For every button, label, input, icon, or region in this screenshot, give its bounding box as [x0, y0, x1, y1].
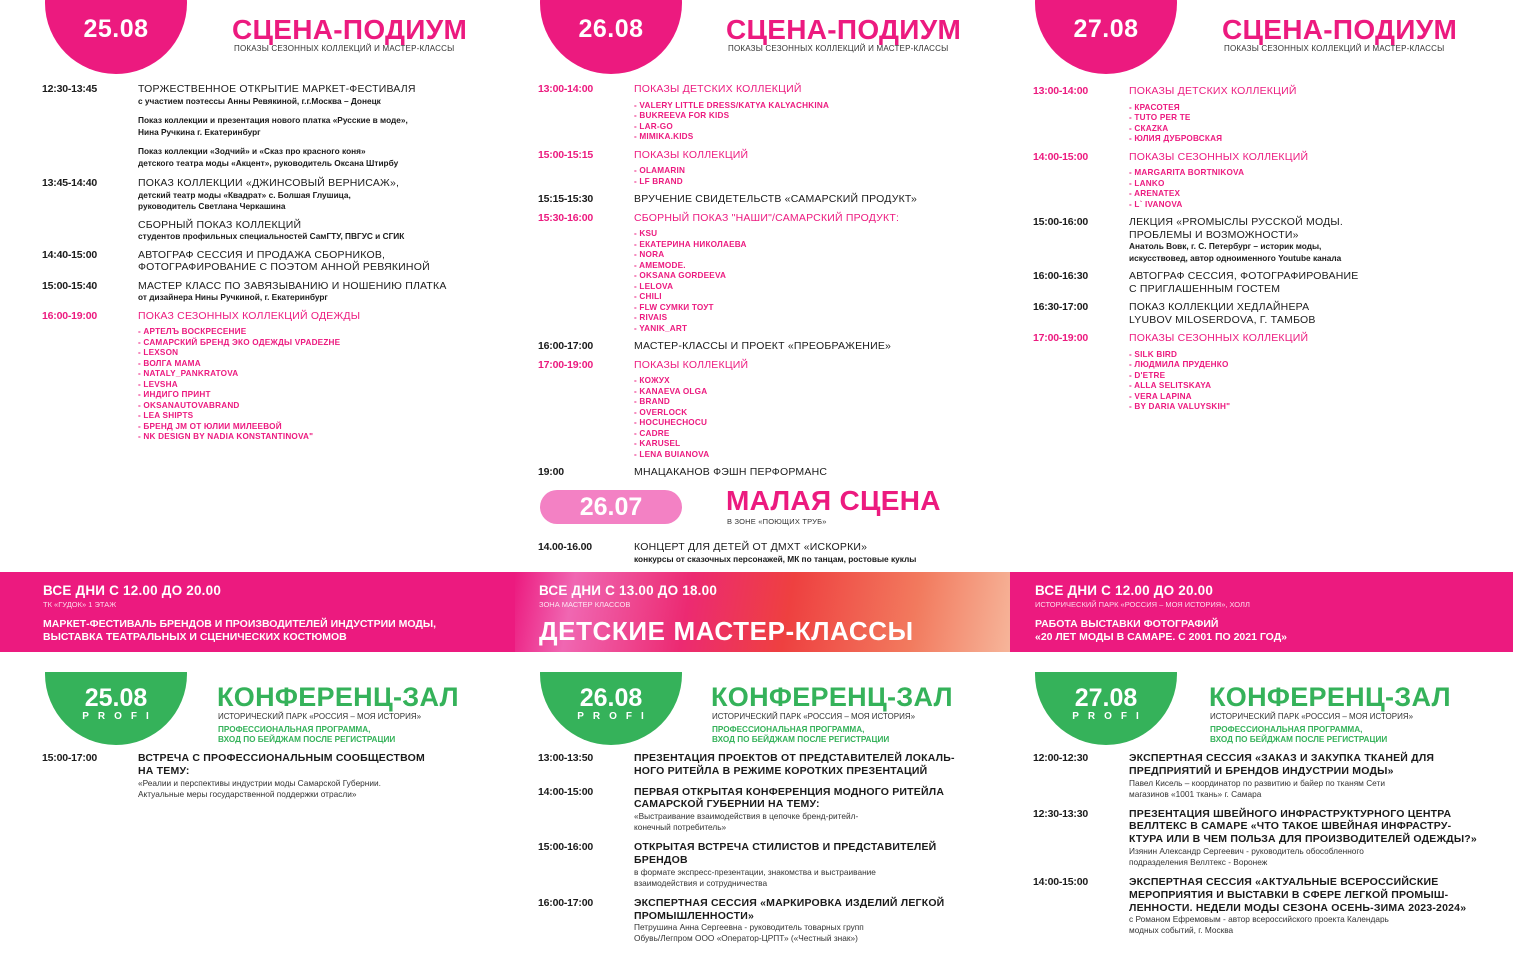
event-note: студентов профильных специальностей СамГТУ, ПВГУС и СГИК	[138, 231, 405, 241]
schedule-event	[42, 219, 517, 243]
conference-date: 27.08	[1074, 684, 1138, 712]
brand-item: - BRAND	[634, 397, 1013, 408]
event-content	[1129, 151, 1508, 211]
brand-item: - КРАСОТЕЯ	[1129, 103, 1508, 114]
brand-item: - NORA	[634, 250, 1013, 261]
event-content	[634, 83, 1013, 143]
schedule-event	[538, 541, 1013, 565]
schedule-event	[42, 280, 517, 304]
event-content	[138, 177, 517, 213]
event-time: 15:00-15:40	[42, 279, 98, 292]
brand-item: - D'ETRE	[1129, 371, 1508, 382]
event-time: 15:00-16:00	[538, 841, 594, 854]
stage-schedule-25.08	[42, 83, 517, 449]
stage-date: 25.08	[83, 15, 149, 43]
schedule-event	[42, 752, 517, 800]
stage-title: СЦЕНА-ПОДИУМ	[1222, 14, 1458, 45]
brand-item: - KARUSEL	[634, 439, 1013, 450]
schedule-event	[538, 786, 1013, 834]
event-title: ПОКАЗЫ КОЛЛЕКЦИЙ	[634, 358, 749, 371]
banner-hours: ВСЕ ДНИ С 12.00 ДО 20.00	[43, 583, 222, 598]
schedule-event	[538, 752, 1013, 778]
event-note: в формате экспресс-презентации, знакомства и выстраивание взаимодействия и сотрудничества	[634, 866, 876, 888]
schedule-event	[42, 146, 517, 169]
conference-venue: ИСТОРИЧЕСКИЙ ПАРК «РОССИЯ – МОЯ ИСТОРИЯ»	[218, 712, 422, 721]
stage-date: 26.08	[578, 15, 644, 43]
event-content	[138, 146, 517, 169]
brand-list	[634, 376, 1013, 460]
event-title: ПРЕЗЕНТАЦИЯ ШВЕЙНОГО ИНФРАСТРУКТУРНОГО ЦЕНТРА ВЕЛЛТЕКС В САМАРЕ «ЧТО ТАКОЕ ШВЕЙНАЯ ИНФРАСТРУ- КТУРА ИЛИ В ЧЕМ ПОЛЬЗА ДЛЯ ПРОИЗВОДИТЕЛЕЙ ОДЕЖДЫ?»	[1129, 807, 1477, 846]
event-time: 16:00-16:30	[1033, 270, 1089, 282]
brand-item: - CADRE	[634, 429, 1013, 440]
brand-item: - BY DARIA VALUYSKIH"	[1129, 402, 1508, 413]
event-content	[138, 83, 517, 107]
event-note: детский театр моды «Квадрат» с. Болшая Глушица, руководитель Светлана Черкашина	[138, 189, 351, 211]
event-time: 16:00-17:00	[538, 896, 594, 909]
event-title: ЭКСПЕРТНАЯ СЕССИЯ «МАРКИРОВКА ИЗДЕЛИЙ ЛЕГКОЙ ПРОМЫШЛЕННОСТИ»	[634, 896, 945, 922]
brand-item: - MARGARITA BORTNIKOVA	[1129, 168, 1508, 179]
event-content	[1129, 216, 1508, 264]
brand-item: - CHILI	[634, 292, 1013, 303]
conference-schedule-26.08	[538, 752, 1013, 952]
conference-program-note: ПРОФЕССИОНАЛЬНАЯ ПРОГРАММА, ВХОД ПО БЕЙДЖАМ ПОСЛЕ РЕГИСТРАЦИИ	[712, 725, 890, 744]
event-title: ПОКАЗЫ СЕЗОННЫХ КОЛЛЕКЦИЙ	[1129, 150, 1309, 163]
banner-location: ТК «ГУДОК» 1 ЭТАЖ	[43, 600, 117, 609]
schedule-event	[538, 340, 1013, 353]
brand-list	[634, 101, 1013, 143]
brand-item: - ИНДИГО ПРИНТ	[138, 390, 517, 401]
event-title: ПОКАЗЫ ДЕТСКИХ КОЛЛЕКЦИЙ	[1129, 85, 1297, 97]
brand-item: - LEVSHA	[138, 380, 517, 391]
event-content	[1129, 752, 1508, 800]
stage-date: 27.08	[1073, 15, 1139, 43]
brand-item: - ВОЛГА МАМА	[138, 359, 517, 370]
banner-location: ИСТОРИЧЕСКИЙ ПАРК «РОССИЯ – МОЯ ИСТОРИЯ», ХОЛЛ	[1035, 600, 1250, 609]
brand-item: - ARENATEX	[1129, 189, 1508, 200]
event-title: ПОКАЗ СЕЗОННЫХ КОЛЛЕКЦИЙ ОДЕЖДЫ	[138, 309, 361, 322]
conference-program-note: ПРОФЕССИОНАЛЬНАЯ ПРОГРАММА, ВХОД ПО БЕЙДЖАМ ПОСЛЕ РЕГИСТРАЦИИ	[1210, 725, 1388, 744]
brand-item: - FLW СУМКИ ТОУТ	[634, 303, 1013, 314]
event-title: АВТОГРАФ СЕССИЯ, ФОТОГРАФИРОВАНИЕ С ПРИГЛАШЕННЫМ ГОСТЕМ	[1129, 270, 1359, 295]
brand-item: - БРЕНД JM ОТ ЮЛИИ МИЛЕЕВОЙ	[138, 422, 517, 433]
profi-label: PROFI	[577, 711, 653, 722]
brand-item: - HOCUHECHOCU	[634, 418, 1013, 429]
event-content	[138, 280, 517, 304]
brand-item: - LAR-GO	[634, 122, 1013, 133]
brand-item: - ЕКАТЕРИНА НИКОЛАЕВА	[634, 240, 1013, 251]
event-content	[634, 541, 1013, 565]
schedule-event	[538, 212, 1013, 335]
brand-item: - LEXSON	[138, 348, 517, 359]
schedule-event	[1033, 270, 1508, 295]
event-title: МАСТЕР КЛАСС ПО ЗАВЯЗЫВАНИЮ И НОШЕНИЮ ПЛАТКА	[138, 279, 447, 292]
schedule-event	[538, 841, 1013, 889]
brand-item: - RIVAIS	[634, 313, 1013, 324]
event-note: Изянин Александр Сергеевич - руководитель обособленного подразделения Веллтекс - Воронеж	[1129, 845, 1364, 867]
event-content	[634, 841, 1013, 889]
event-time: 12:00-12:30	[1033, 752, 1089, 764]
event-content	[634, 340, 1013, 353]
event-time: 17:00-19:00	[1033, 332, 1089, 344]
brand-list	[138, 327, 517, 443]
banner-hours: ВСЕ ДНИ С 13.00 ДО 18.00	[539, 583, 718, 598]
event-time: 16:00-17:00	[538, 340, 594, 352]
event-content	[1129, 270, 1508, 295]
conference-venue: ИСТОРИЧЕСКИЙ ПАРК «РОССИЯ – МОЯ ИСТОРИЯ»	[712, 712, 916, 721]
brand-item: - VERA LAPINA	[1129, 392, 1508, 403]
schedule-event	[538, 897, 1013, 945]
conference-schedule-27.08	[1033, 752, 1508, 944]
event-time: 16:00-19:00	[42, 309, 98, 322]
conference-title: КОНФЕРЕНЦ-ЗАЛ	[217, 682, 459, 712]
conference-title: КОНФЕРЕНЦ-ЗАЛ	[1209, 682, 1451, 712]
schedule-event	[538, 359, 1013, 461]
banner-text: РАБОТА ВЫСТАВКИ ФОТОГРАФИЙ «20 ЛЕТ МОДЫ В САМАРЕ. С 2001 ПО 2021 ГОД»	[1035, 618, 1288, 643]
event-content	[634, 897, 1013, 945]
event-content	[138, 752, 517, 800]
event-title: ПОКАЗЫ СЕЗОННЫХ КОЛЛЕКЦИЙ	[1129, 332, 1309, 344]
banner-text: МАРКЕТ-ФЕСТИВАЛЬ БРЕНДОВ И ПРОИЗВОДИТЕЛЕЙ ИНДУСТРИИ МОДЫ, ВЫСТАВКА ТЕАТРАЛЬНЫХ И СЦЕНИЧЕСКИХ КОСТЮМОВ	[43, 618, 437, 643]
event-content	[634, 466, 1013, 479]
event-content	[634, 149, 1013, 188]
event-content	[1129, 876, 1508, 936]
brand-item: - VALERY LITTLE DRESS/KATYA KALYACHKINA	[634, 101, 1013, 112]
schedule-event	[1033, 332, 1508, 413]
event-title: ПРЕЗЕНТАЦИЯ ПРОЕКТОВ ОТ ПРЕДСТАВИТЕЛЕЙ ЛОКАЛЬ- НОГО РИТЕЙЛА В РЕЖИМЕ КОРОТКИХ ПРЕЗЕНТАЦИЙ	[634, 752, 955, 777]
event-title: ПОКАЗЫ КОЛЛЕКЦИЙ	[634, 148, 749, 161]
schedule-event	[1033, 808, 1508, 868]
event-content	[634, 752, 1013, 778]
stage-date-badge	[45, 0, 187, 74]
event-title: КОНЦЕРТ ДЛЯ ДЕТЕЙ ОТ ДМХТ «ИСКОРКИ»	[634, 541, 868, 553]
brand-item: - NK DESIGN BY NADIA KONSTANTINOVA"	[138, 432, 517, 443]
brand-item: - ЛЮДМИЛА ПРУДЕНКО	[1129, 360, 1508, 371]
brand-item: - LELOVA	[634, 282, 1013, 293]
schedule-event	[538, 149, 1013, 188]
brand-item: - КОЖУХ	[634, 376, 1013, 387]
schedule-event	[1033, 151, 1508, 211]
stage-schedule-26.08	[538, 83, 1013, 485]
brand-item: - OVERLOCK	[634, 408, 1013, 419]
brand-item: - MIMIKA.KIDS	[634, 132, 1013, 143]
brand-item: - LEA SHIPTS	[138, 411, 517, 422]
stage-date-badge	[540, 0, 682, 74]
schedule-event	[42, 83, 517, 107]
schedule-event	[538, 466, 1013, 479]
event-content	[1129, 85, 1508, 145]
event-time	[42, 115, 138, 138]
event-content	[1129, 332, 1508, 413]
brand-item: - OLAMARIN	[634, 166, 1013, 177]
event-title: ТОРЖЕСТВЕННОЕ ОТКРЫТИЕ МАРКЕТ-ФЕСТИВАЛЯ	[138, 83, 416, 95]
brand-item: - САМАРСКИЙ БРЕНД ЭКО ОДЕЖДЫ VPADEZHE	[138, 338, 517, 349]
event-content	[1129, 301, 1508, 326]
brand-item: - OKSANA GORDEEVA	[634, 271, 1013, 282]
conference-schedule-25.08	[42, 752, 517, 808]
event-content	[138, 310, 517, 443]
conference-date-badge	[1035, 672, 1177, 745]
event-time: 13:00-13:50	[538, 752, 594, 764]
brand-item: - KANAEVA OLGA	[634, 387, 1013, 398]
event-time: 15:00-16:00	[1033, 216, 1089, 228]
brand-item: - AMEMODE.	[634, 261, 1013, 272]
event-time: 15:00-15:15	[538, 148, 594, 161]
small-stage-date-badge: 26.07	[540, 490, 682, 524]
event-time: 14:00-15:00	[538, 785, 594, 798]
banner-kids-masterclasses	[515, 572, 1010, 652]
event-content	[1129, 808, 1508, 868]
banner-hours: ВСЕ ДНИ С 12.00 ДО 20.00	[1035, 583, 1214, 598]
event-time: 13:00-14:00	[1033, 85, 1089, 97]
event-time: 12:30-13:45	[42, 83, 98, 95]
event-title: АВТОГРАФ СЕССИЯ И ПРОДАЖА СБОРНИКОВ, ФОТОГРАФИРОВАНИЕ С ПОЭТОМ АННОЙ РЕВЯКИНОЙ	[138, 248, 430, 273]
conference-program-note: ПРОФЕССИОНАЛЬНАЯ ПРОГРАММА, ВХОД ПО БЕЙДЖАМ ПОСЛЕ РЕГИСТРАЦИИ	[218, 725, 396, 744]
brand-list	[1129, 103, 1508, 145]
brand-item: - АРТЕЛЪ ВОСКРЕСЕНИЕ	[138, 327, 517, 338]
event-title: ПОКАЗЫ ДЕТСКИХ КОЛЛЕКЦИЙ	[634, 83, 802, 95]
brand-list	[1129, 350, 1508, 413]
event-time: 15:00-17:00	[42, 752, 98, 764]
stage-schedule-27.08	[1033, 85, 1508, 419]
brand-list	[634, 229, 1013, 334]
stage-title: СЦЕНА-ПОДИУМ	[232, 14, 468, 45]
conference-venue: ИСТОРИЧЕСКИЙ ПАРК «РОССИЯ – МОЯ ИСТОРИЯ»	[1210, 712, 1414, 721]
event-title: СБОРНЫЙ ПОКАЗ "НАШИ"/САМАРСКИЙ ПРОДУКТ:	[634, 211, 900, 224]
banner-photo-exhibition	[1010, 572, 1513, 652]
event-note: с участием поэтессы Анны Ревякиной, г.г.Москва – Донецк	[138, 95, 381, 106]
event-title: ЭКСПЕРТНАЯ СЕССИЯ «АКТУАЛЬНЫЕ ВСЕРОССИЙСКИЕ МЕРОПРИЯТИЯ И ВЫСТАВКИ В СФЕРЕ ЛЕГКОЙ ПРОМЫШ- ЛЕННОСТИ. НЕДЕЛИ МОДЫ СЕЗОНА ОСЕНЬ-ЗИМА 2023-2024»	[1129, 875, 1467, 914]
stage-date-badge	[1035, 0, 1177, 74]
stage-subtitle: ПОКАЗЫ СЕЗОННЫХ КОЛЛЕКЦИЙ И МАСТЕР-КЛАССЫ	[1224, 44, 1445, 53]
event-time	[42, 146, 138, 169]
event-note: Петрушина Анна Сергеевна - руководитель товарных групп Обувь/Легпром ООО «Оператор-ЦРПТ» («Честный знак»)	[634, 922, 864, 944]
conference-title: КОНФЕРЕНЦ-ЗАЛ	[711, 682, 953, 712]
event-content	[138, 115, 517, 138]
schedule-event	[42, 249, 517, 274]
brand-item: - LANKO	[1129, 179, 1508, 190]
event-note: от дизайнера Нины Ручкиной, г. Екатеринбург	[138, 292, 328, 302]
event-time: 15:15-15:30	[538, 193, 594, 205]
small-stage-subtitle: В ЗОНЕ «ПОЮЩИХ ТРУБ»	[727, 517, 827, 526]
brand-item: - NATALY_PANKRATOVA	[138, 369, 517, 380]
event-content	[138, 219, 517, 243]
event-note: конкурсы от сказочных персонажей, МК по танцам, ростовые куклы	[634, 553, 917, 564]
event-content	[634, 193, 1013, 206]
schedule-event	[1033, 216, 1508, 264]
event-note: «Выстраивание взаимодействия в цепочке бренд-ритейл- конечный потребитель»	[634, 811, 859, 833]
stage-subtitle: ПОКАЗЫ СЕЗОННЫХ КОЛЛЕКЦИЙ И МАСТЕР-КЛАССЫ	[728, 44, 949, 53]
brand-item: - ЮЛИЯ ДУБРОВСКАЯ	[1129, 134, 1508, 145]
small-stage-schedule	[538, 541, 1013, 571]
brand-item: - СКАZКА	[1129, 124, 1508, 135]
event-title: МАСТЕР-КЛАССЫ И ПРОЕКТ «ПРЕОБРАЖЕНИЕ»	[634, 340, 892, 352]
event-note: Анатоль Вовк, г. С. Петербург – историк моды, искусствовед, автор одноименного Youtube канала	[1129, 241, 1342, 263]
event-content	[634, 786, 1013, 834]
schedule-event	[538, 83, 1013, 143]
event-title: ЛЕКЦИЯ «PROМЫСЛЫ РУССКОЙ МОДЫ. ПРОБЛЕМЫ И ВОЗМОЖНОСТИ»	[1129, 216, 1344, 241]
event-note: Показ коллекции и презентация нового платка «Русские в моде», Нина Ручкина г. Екатеринбург	[138, 115, 408, 137]
schedule-event	[1033, 85, 1508, 145]
schedule-event	[1033, 301, 1508, 326]
brand-item: - LF BRAND	[634, 177, 1013, 188]
conference-date-badge	[540, 672, 682, 745]
event-time: 15:30-16:00	[538, 211, 594, 224]
event-content	[634, 212, 1013, 335]
event-title: ОТКРЫТАЯ ВСТРЕЧА СТИЛИСТОВ И ПРЕДСТАВИТЕЛЕЙ БРЕНДОВ	[634, 841, 937, 866]
event-note: Павел Кисель – координатор по развитию и байер по тканям Сети магазинов «1001 ткань» г. Самара	[1129, 777, 1385, 799]
event-time: 14:00-15:00	[1033, 150, 1089, 163]
brand-list	[1129, 168, 1508, 210]
event-title: ЭКСПЕРТНАЯ СЕССИЯ «ЗАКАЗ И ЗАКУПКА ТКАНЕЙ ДЛЯ ПРЕДПРИЯТИЙ И БРЕНДОВ ИНДУСТРИИ МОДЫ»	[1129, 752, 1435, 777]
schedule-event	[42, 177, 517, 213]
conference-date: 26.08	[579, 684, 643, 712]
event-title: ПЕРВАЯ ОТКРЫТАЯ КОНФЕРЕНЦИЯ МОДНОГО РИТЕЙЛА САМАРСКОЙ ГУБЕРНИИ НА ТЕМУ:	[634, 785, 945, 811]
stage-title: СЦЕНА-ПОДИУМ	[726, 14, 962, 45]
brand-item: - KSU	[634, 229, 1013, 240]
brand-item: - L` IVANOVA	[1129, 200, 1508, 211]
brand-item: - YANIK_ART	[634, 324, 1013, 335]
event-note: «Реалии и перспективы индустрии моды Самарской Губернии. Актуальные меры государственной поддержки отрасли»	[138, 777, 381, 799]
event-title: ВСТРЕЧА С ПРОФЕССИОНАЛЬНЫМ СООБЩЕСТВОМ НА ТЕМУ:	[138, 752, 425, 777]
stage-subtitle: ПОКАЗЫ СЕЗОННЫХ КОЛЛЕКЦИЙ И МАСТЕР-КЛАССЫ	[234, 44, 455, 53]
event-time: 19:00	[538, 466, 564, 478]
brand-item: - OKSANAUTOVABRAND	[138, 401, 517, 412]
event-title: ВРУЧЕНИЕ СВИДЕТЕЛЬСТВ «САМАРСКИЙ ПРОДУКТ»	[634, 193, 918, 205]
schedule-event	[42, 115, 517, 138]
event-note: Показ коллекции «Зодчий» и «Сказ про красного коня» детского театра моды «Акцент», руководитель Оксана Штирбу	[138, 146, 399, 168]
brand-item: - TUTO PER TE	[1129, 113, 1508, 124]
brand-item: - LENA BUIANOVA	[634, 450, 1013, 461]
event-time: 12:30-13:30	[1033, 807, 1089, 820]
event-title: СБОРНЫЙ ПОКАЗ КОЛЛЕКЦИЙ	[138, 218, 302, 231]
schedule-event	[538, 193, 1013, 206]
banner-title: ДЕТСКИЕ МАСТЕР-КЛАССЫ	[539, 616, 914, 646]
event-time: 13:00-14:00	[538, 83, 594, 95]
event-time: 16:30-17:00	[1033, 301, 1089, 313]
event-time: 14:00-15:00	[1033, 875, 1089, 888]
conference-date-badge	[45, 672, 187, 745]
brand-list	[634, 166, 1013, 187]
event-note: с Романом Ефремовым - автор всероссийского проекта Календарь модных событий, г. Москва	[1129, 914, 1389, 936]
conference-date: 25.08	[84, 684, 148, 712]
brand-item: - SILK BIRD	[1129, 350, 1508, 361]
brand-item: - ALLA SELITSKAYA	[1129, 381, 1508, 392]
banner-location: ЗОНА МАСТЕР КЛАССОВ	[539, 600, 631, 609]
event-time	[42, 219, 138, 243]
small-stage-title: МАЛАЯ СЦЕНА	[726, 485, 941, 516]
event-time: 14:40-15:00	[42, 248, 98, 261]
schedule-event	[42, 310, 517, 443]
event-title: ПОКАЗ КОЛЛЕКЦИИ ХЕДЛАЙНЕРА LYUBOV MILOSERDOVA, Г. ТАМБОВ	[1129, 301, 1316, 326]
event-time: 17:00-19:00	[538, 358, 594, 371]
event-content	[634, 359, 1013, 461]
event-title: МНАЦАКАНОВ ФЭШН ПЕРФОРМАНС	[634, 466, 828, 478]
event-time: 14.00-16.00	[538, 541, 592, 553]
profi-label: PROFI	[82, 711, 158, 722]
schedule-event	[1033, 752, 1508, 800]
event-content	[138, 249, 517, 274]
banner-market-festival	[0, 572, 515, 652]
event-title: ПОКАЗ КОЛЛЕКЦИИ «ДЖИНСОВЫЙ ВЕРНИСАЖ»,	[138, 177, 400, 189]
schedule-event	[1033, 876, 1508, 936]
profi-label: PROFI	[1072, 711, 1148, 722]
brand-item: - BUKREEVA FOR KIDS	[634, 111, 1013, 122]
event-time: 13:45-14:40	[42, 177, 98, 189]
